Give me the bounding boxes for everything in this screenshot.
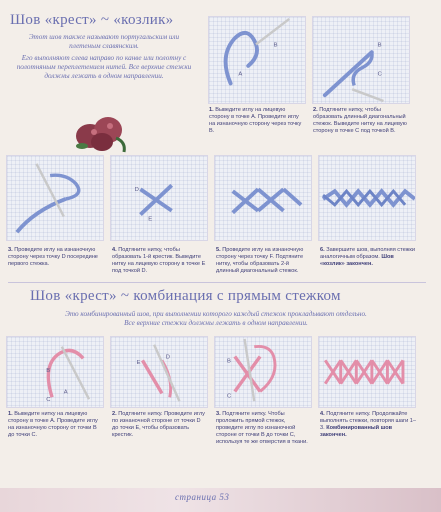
combo-step1-number: 1. — [8, 411, 13, 417]
combo-step1-text: Выведите нитку на лицевую сторону в точке А. Проведите иглу на изнаночную сторону от точки В до точки С. — [8, 411, 98, 438]
combo3-label-c: C — [227, 393, 232, 400]
combo3-label-b: B — [227, 358, 231, 365]
combo-step2-text: Подтяните нитку. Проведите иглу по изнаночной стороне от точки D до точки Е, чтобы образовать крестик. — [112, 411, 205, 438]
combo-step2-number: 2. — [112, 411, 117, 417]
section2-intro-line2: Все верхние стежки должны лежать в одном направлении. — [124, 319, 308, 327]
step5-photo — [214, 155, 312, 241]
step2-label-b: B — [377, 42, 382, 49]
combo-step2-photo — [110, 336, 208, 408]
combo-step4-photo — [318, 336, 416, 408]
step3-photo — [6, 155, 104, 241]
step6-caption — [320, 247, 416, 268]
combo-step3-number: 3. — [216, 411, 221, 417]
step5-text: Проведите иглу на изнаночную сторону через точку F. Подтяните нитку, чтобы образовать 2-й длинный диагональный стежок. — [216, 247, 304, 274]
flower-decoration-icon — [72, 108, 130, 156]
step2-text: Подтяните нитку, чтобы образовать длинный диагональный стежок. Выведите нитку на лицевую сторону в точке С под точкой В. — [313, 107, 407, 134]
section2-title-main: «крест» ~ комбинация с прямым стежком — [64, 288, 341, 304]
section2-intro-line1: Это комбинированный шов, при выполнении которого каждый стежок прокладывают отдельно. — [65, 310, 367, 318]
section1-title — [10, 12, 174, 29]
section1-title-main: «крест» ~ «козлик» — [44, 12, 174, 28]
combo-step2-caption — [112, 411, 208, 439]
step4-label-d: D — [134, 187, 139, 194]
combo2-label-e: E — [136, 360, 141, 367]
step1-label-a: A — [238, 71, 243, 78]
combo-step4-number: 4. — [320, 411, 325, 417]
section2-title — [30, 288, 341, 305]
step5-caption — [216, 247, 312, 275]
step6-photo — [318, 155, 416, 241]
step2-caption — [313, 107, 409, 135]
step4-number: 4. — [112, 247, 117, 253]
combo-step3-caption — [216, 411, 312, 446]
section1-intro-line1: Этот шов также называют португальским или плетеным славянским. — [28, 33, 180, 50]
step3-text: Проведите иглу на изнаночную сторону через точку D посередине первого стежка. — [8, 247, 98, 267]
section1-intro-2 — [14, 54, 194, 81]
step2-number: 2. — [313, 107, 318, 113]
step2-photo — [312, 16, 410, 104]
step4-photo — [110, 155, 208, 241]
step3-caption — [8, 247, 104, 268]
step4-caption — [112, 247, 208, 275]
section1-title-prefix: Шов — [10, 12, 41, 28]
combo-step4-text: Подтяните нитку. Продолжайте выполнять стежки, повторяя шаги 1–3. — [320, 411, 416, 431]
step4-label-e: E — [148, 216, 153, 223]
step2-label-c: C — [377, 71, 382, 78]
combo-step3-text: Подтяните нитку. Чтобы проложить прямой стежок, проведите иглу по изнаночной стороне от точки В до точки С, используя те же отверстия в ткани. — [216, 411, 308, 445]
section2-intro — [36, 310, 396, 328]
section1-intro-line2: Его выполняют слева направо по канве или полотну с полотняным переплетением нитей. Все верхние стежки должны лежать в одном направлении. — [16, 54, 192, 80]
combo-step1-photo — [6, 336, 104, 408]
combo1-label-c: C — [46, 397, 51, 404]
combo-step4-caption — [320, 411, 416, 439]
section1-intro — [14, 33, 194, 51]
step6-number: 6. — [320, 247, 325, 253]
step3-number: 3. — [8, 247, 13, 253]
section-divider — [8, 282, 426, 283]
combo2-label-d: D — [165, 354, 171, 361]
step1-label-b: B — [273, 42, 278, 49]
step1-number: 1. — [209, 107, 214, 113]
step6-text: Завершите шов, выполняя стежки аналогичным образом. — [320, 247, 415, 260]
combo1-label-b: B — [46, 368, 51, 374]
step1-text: Выведите иглу на лицевую сторону в точке А. Проведите иглу на изнаночную сторону через точку В. — [209, 107, 302, 134]
combo-step3-photo — [214, 336, 312, 408]
step1-photo — [208, 16, 306, 104]
step5-number: 5. — [216, 247, 221, 253]
step1-caption — [209, 107, 303, 135]
page-number: страница 53 — [175, 492, 230, 502]
step4-text: Подтяните нитку, чтобы образовать 1-й крестик. Выведите нитку на лицевую сторону в точке Е под точкой D. — [112, 247, 206, 274]
section2-title-prefix: Шов — [30, 288, 61, 304]
combo-step4-result: Комбинированный шов закончен. — [320, 425, 393, 438]
step6-result: Шов «козлик» закончен. — [320, 254, 394, 267]
combo1-label-a: A — [63, 389, 68, 396]
combo-step1-caption — [8, 411, 104, 439]
